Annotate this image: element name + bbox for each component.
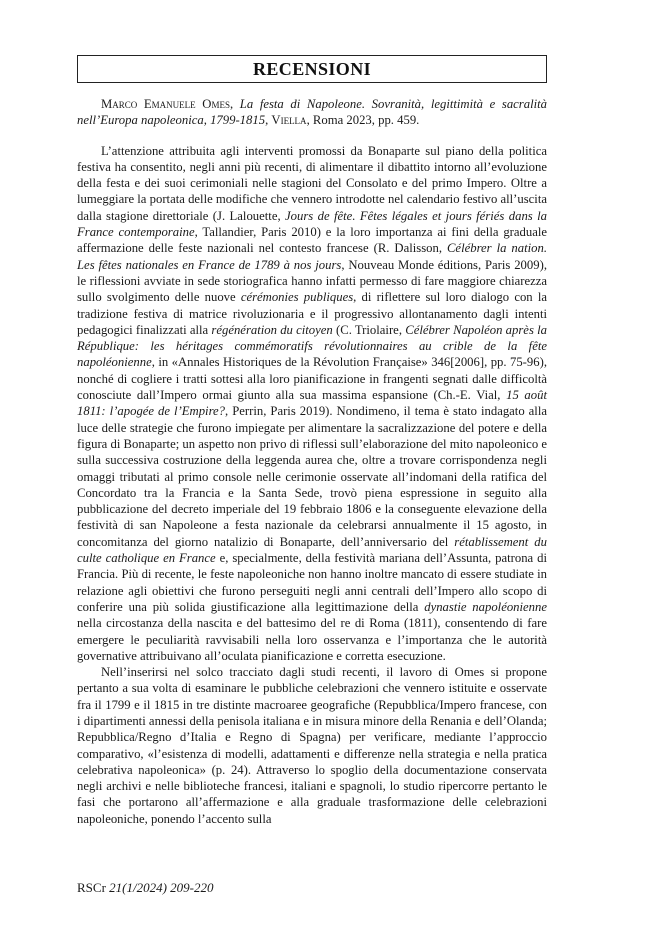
work-title: Célébrer Napoléon après la République: les héritages commémoratifs révolutionnaires au crible de la fête napoléonienne: [77, 322, 547, 370]
book-publisher: Viella: [271, 113, 307, 128]
book-details: , Roma 2023, pp. 459.: [306, 113, 420, 128]
italic-term: rétablissement du culte catholique en France: [77, 534, 547, 566]
section-header-box: [77, 55, 547, 83]
italic-term: cérémonies publiques: [240, 290, 354, 305]
journal-reference: 21(1/2024) 209-220: [109, 880, 214, 895]
book-citation: Marco Emanuele Omes, La festa di Napoleone. Sovranità, legittimità e sacralità nell’Europa napoleonica, 1799-1815, Viella, Roma 2023, pp. 459.: [77, 97, 547, 128]
work-title: Jours de fête. Fêtes légales et jours fériés dans la France contemporaine: [77, 208, 547, 240]
work-title: Célébrer la nation. Les fêtes nationales en France de 1789 à nos jours: [77, 241, 547, 272]
paragraph-2: Nell’inserirsi nel solco tracciato dagli studi recenti, il lavoro di Omes si propone pertanto a sua volta di esaminare le pubbliche celebrazioni che vennero istituite e osservate fra il 1799 e il 1815 in tre distinte macroaree geografiche (Repubblica/Impero francese, con i dipartimenti annessi della penisola italiana e in misura minore della Renania e dell’Olanda; Repubblica/Regno d’Italia e Regno di Spagna) per verificare, mediante l’approccio comparativo, «l’esistenza di modelli, adattamenti e differenze nella strategia e nella pratica celebrativa napoleonica» (p. 24). Attraverso lo spoglio della documentazione conservata negli archivi e nelle biblioteche francesi, italiani e spagnoli, lo studio ripercorre pertanto le fasi che portarono all’affermazione e alla graduale trasformazione delle celebrazioni napoleoniche, ponendo l’accento sulla: [77, 665, 547, 826]
section-title: RECENSIONI: [252, 58, 372, 79]
journal-abbrev: RSCr: [77, 880, 106, 895]
work-title: 15 août 1811: l’apogée de l’Empire?: [77, 388, 547, 419]
page-footer: [77, 880, 214, 896]
paragraph-1: L’attenzione attribuita agli interventi promossi da Bonaparte sul piano della politica festiva ha consentito, negli anni più recenti, di alimentare il dibattito intorno all’evoluzione della festa e dei suoi cerimoniali nelle stagioni del Consolato e del primo Impero. Oltre a lumeggiare la portata delle modifiche che vennero introdotte nel calendario festivo all’uscita dalla stagione direttoriale (J. Lalouette, Jours de fête. Fêtes légales et jours fériés dans la France contemporaine, Tallandier, Paris 2010) e la loro importanza ai fini della graduale affermazione delle feste nazionali nel contesto francese (R. Dalisson, Célébrer la nation. Les fêtes nationales en France de 1789 à nos jours, Nouveau Monde éditions, Paris 2009), le riflessioni avviate in sede storiografica hanno infatti permesso di fare maggiore chiarezza sullo svolgimento delle nuove cérémonies publiques, di riflettere sul loro dialogo con la tradizione festiva di matrice rivoluzionaria e il progressivo allontanamento dagli intenti pedagogici finalizzati alla régénération du citoyen (C. Triolaire, Célébrer Napoléon après la République: les héritages commémoratifs révolutionnaires au crible de la fête napoléonienne, in «Annales Historiques de la Révolution Française» 346[2006], pp. 75-96), nonché di cogliere i tratti sottesi alla loro pianificazione in frangenti segnati dalle difficoltà conosciute dall’Impero ormai giunto alla sua massima espansione (Ch.-E. Vial, 15 août 1811: l’apogée de l’Empire?, Perrin, Paris 2019). Nondimeno, il tema è stato indagato alla luce delle strategie che furono impiegate per alimentare la sacralizzazione del potere e della figura di Bonaparte; un aspetto non privo di riflessi sull’elaborazione del mito napoleonico e sulla successiva costruzione della leggenda aurea che, oltre a trovare corrispondenza negli omaggi tributati al primo console nelle cerimonie osservate all’indomani della ratifica del Concordato tra la Francia e la Santa Sede, trovò piena espressione in seguito alla pubblicazione del decreto imperiale del 19 febbraio 1806 e la conseguente elevazione della festività di san Napoleone a festa nazionale da celebrarsi annualmente il 15 agosto, in concomitanza del giorno natalizio di Bonaparte, dell’anniversario del rétablissement du culte catholique en France e, specialmente, della festività mariana dell’Assunta, patrona di Francia. Più di recente, le feste napoleoniche non hanno inoltre mancato di essere studiate in relazione agli obiettivi che furono perseguiti negli anni centrali dell’Impero allo scopo di conferire una più solida giustificazione alla legittimazione della dynastie napoléonienne nella circostanza della nascita e del battesimo del re di Roma (1811), consentendo di fare emergere le peculiarità ravvisabili nella loro osservanza e l’importanza che le autorità governative attribuivano all’oculata pianificazione e corretta esecuzione.: [77, 143, 548, 663]
italic-term: régénération du citoyen: [211, 322, 333, 337]
book-author: Marco Emanuele Omes: [101, 97, 230, 111]
book-title: La festa di Napoleone. Sovranità, legittimità e sacralità nell’Europa napoleonica, 1799-1815: [77, 97, 547, 128]
italic-term: dynastie napoléonienne: [424, 599, 547, 614]
review-body: [77, 96, 547, 827]
